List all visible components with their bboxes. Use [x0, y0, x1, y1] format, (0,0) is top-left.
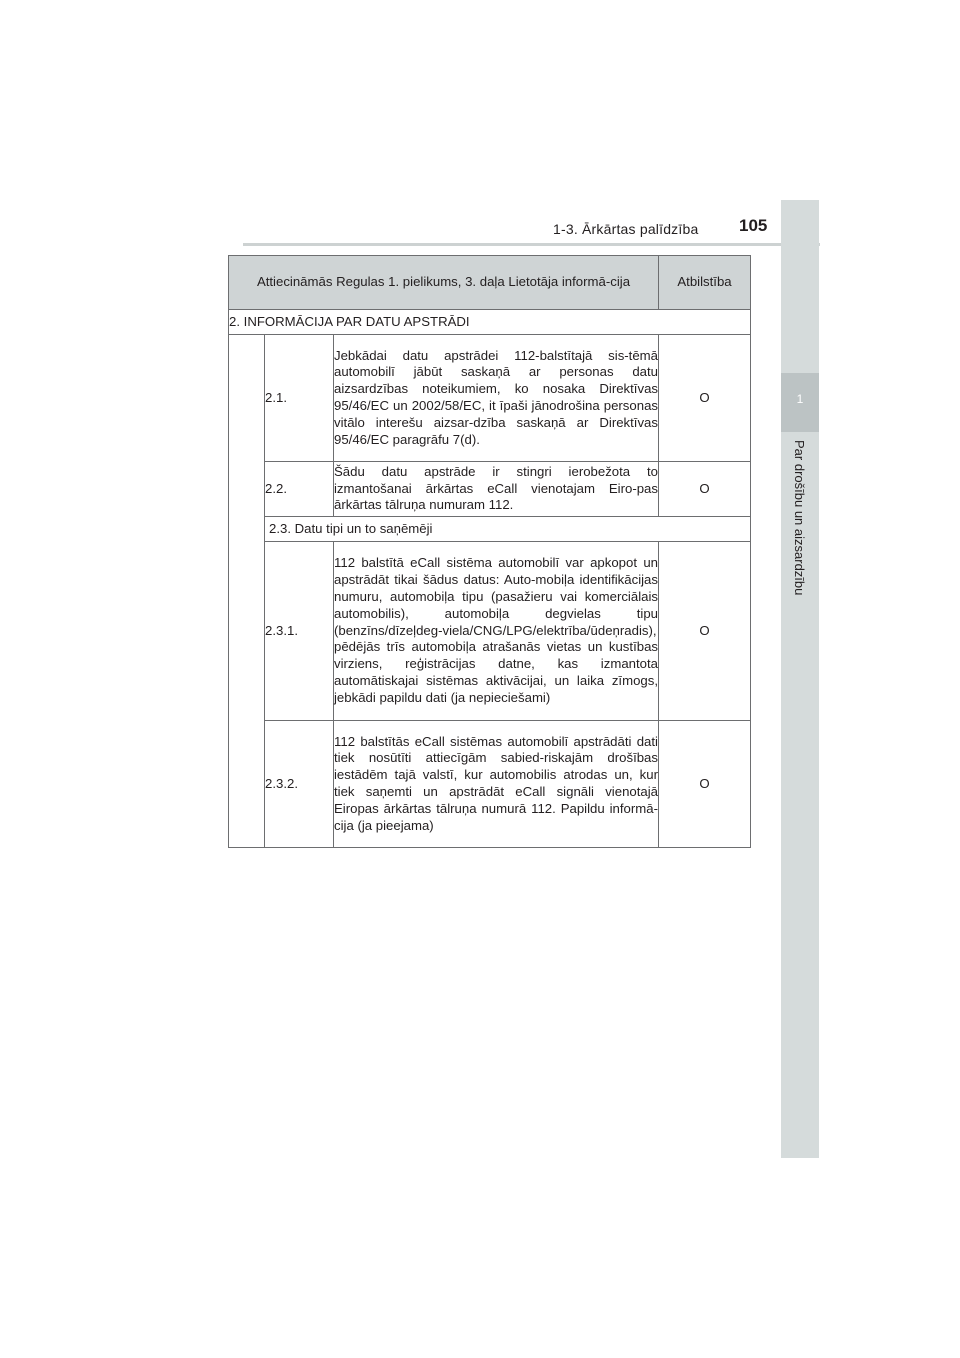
section-heading: 2. INFORMĀCIJA PAR DATU APSTRĀDI	[229, 310, 751, 335]
column-header-compliance: Atbilstība	[659, 256, 751, 310]
table-row	[229, 335, 751, 462]
regulation-table	[228, 255, 751, 848]
row-number: 2.2.	[265, 462, 334, 517]
row-text: Jebkādai datu apstrādei 112-balstītajā sis-tēmā automobilī jābūt saskaņā ar personas datu aizsardzības noteikumiem, ko nosaka Direktīvas 95/46/EC un 2002/58/EC, it īpaši jānodrošina personas vitālo interešu aizsar-dzība saskaņā ar Direktīvas 95/46/EC paragrāfu 7(d).	[334, 335, 659, 462]
chapter-side-tab	[781, 200, 819, 1158]
chapter-title: Par drošību un aizsardzību	[792, 440, 807, 596]
table-header-row	[229, 256, 751, 310]
row-number: 2.3.2.	[265, 721, 334, 848]
header-divider	[243, 243, 820, 246]
row-compliance: O	[659, 335, 751, 462]
table-row	[229, 462, 751, 517]
chapter-number: 1	[796, 392, 804, 406]
page-number: 105	[739, 216, 768, 235]
row-compliance: O	[659, 721, 751, 848]
row-compliance: O	[659, 462, 751, 517]
row-text: 112 balstītās eCall sistēmas automobilī apstrādāti dati tiek nosūtīti attiecīgām sabied-riskajām drošības iestādēm tajā valstī, kur automobilis atrodas un, kur tiek saņemti un apstrādāt eCall signāli vienotajā Eiropas ārkārtas tālruņa numurā 112. Papildu informā-cija (ja pieejama)	[334, 721, 659, 848]
row-text: 112 balstītā eCall sistēma automobilī var apkopot un apstrādāt tikai šādus datus: Auto-mobiļa identifikācijas numuru, automobiļa tipu (pasažieru vai komerciālais automobilis), automobiļa degvielas tipu (benzīns/dīzeļdeg-viela/CNG/LPG/elektrība/ūdeņradis), pēdējās trīs automobiļa atrašanās vietas un kustības virziens, reģistrācijas datne, kas izmantota automātiskajai sistēmas aktivācijai, un laika zīmogs, jebkādi papildu dati (ja nepieciešami)	[334, 542, 659, 721]
indent-cell	[229, 335, 265, 848]
section-row	[229, 310, 751, 335]
subsection-row	[229, 517, 751, 542]
row-compliance: O	[659, 542, 751, 721]
column-header-regulation: Attiecināmās Regulas 1. pielikums, 3. daļa Lietotāja informā-cija	[229, 256, 659, 310]
subsection-heading: 2.3. Datu tipi un to saņēmēji	[265, 517, 751, 542]
row-number: 2.3.1.	[265, 542, 334, 721]
row-number: 2.1.	[265, 335, 334, 462]
section-title: 1-3. Ārkārtas palīdzība	[553, 221, 699, 237]
table-row	[229, 542, 751, 721]
row-text: Šādu datu apstrāde ir stingri ierobežota to izmantošanai ārkārtas eCall vienotajam Eiro-pas ārkārtas tālruņa numuram 112.	[334, 462, 659, 517]
table-row	[229, 721, 751, 848]
